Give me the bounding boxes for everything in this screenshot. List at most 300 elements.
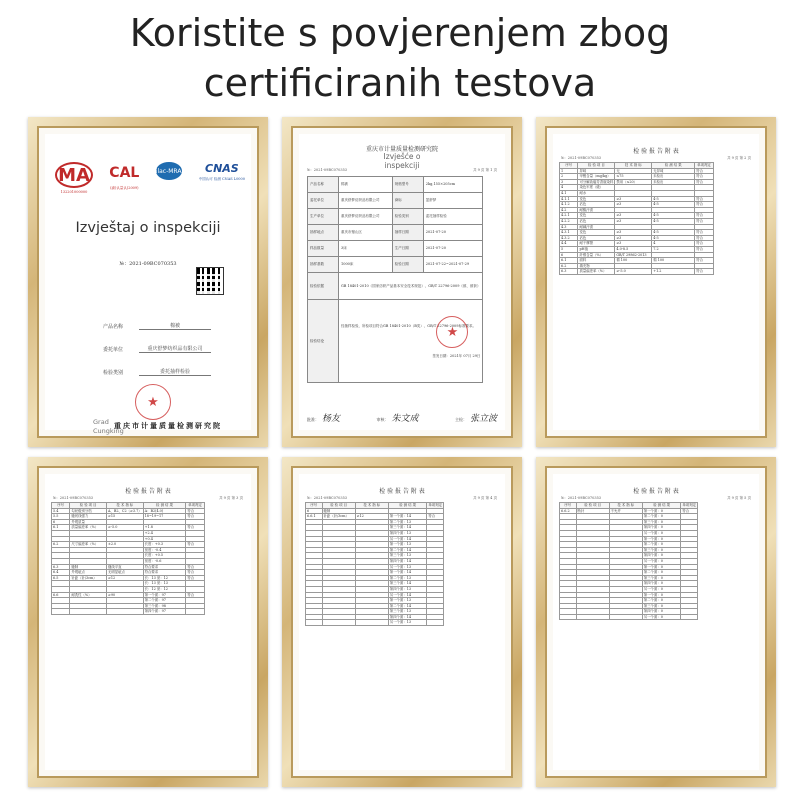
field-value: 重庆舒梦纺织品有限公司 bbox=[139, 345, 211, 353]
attached-table-page bbox=[299, 474, 505, 770]
table-cell: 4-5 bbox=[652, 230, 695, 236]
table-cell: 第二个面：0 bbox=[642, 514, 681, 520]
doc-meta bbox=[561, 496, 751, 501]
table-cell: 第一个面：0 bbox=[642, 564, 681, 570]
table-cell: 6.1 bbox=[52, 525, 70, 531]
table-cell: 不允许 bbox=[609, 508, 642, 514]
frame-mat bbox=[545, 126, 767, 438]
table-cell: 耐酸汗渍 bbox=[578, 207, 615, 213]
results-table bbox=[559, 502, 698, 620]
table-cell bbox=[52, 609, 70, 615]
table-cell: 符合 bbox=[695, 246, 713, 252]
table-cell: 第二个面：14 bbox=[388, 547, 427, 553]
table-cell: 耐水 bbox=[578, 190, 615, 196]
doc-meta bbox=[561, 156, 751, 161]
table-cell: 6.3 bbox=[560, 269, 578, 275]
attached-table-page bbox=[45, 474, 251, 770]
certificate-frame-table-3 bbox=[282, 457, 522, 787]
table-cell: 6 bbox=[306, 508, 323, 514]
column-header: 检 验 项 目 bbox=[578, 163, 615, 169]
table-cell: 沾色 bbox=[578, 235, 615, 241]
table-title: 检 验 报 告 附 表 bbox=[633, 148, 679, 155]
table-cell: 符合 bbox=[186, 575, 204, 581]
column-header: 检 测 结 果 bbox=[143, 503, 186, 509]
column-header: 序号 bbox=[560, 163, 578, 169]
column-header: 检 测 结 果 bbox=[652, 163, 695, 169]
table-row bbox=[308, 209, 483, 225]
report-number: №：2021-09BC070353 bbox=[307, 496, 348, 500]
frame-mat bbox=[545, 466, 767, 778]
table-row bbox=[308, 300, 483, 383]
table-cell: 产品名称 bbox=[308, 177, 339, 193]
table-cell: 4.3 bbox=[560, 224, 578, 230]
field-label: 委托单位 bbox=[103, 347, 124, 353]
column-header: 检 验 项 目 bbox=[322, 503, 355, 509]
table-cell bbox=[106, 609, 143, 615]
table-cell: 4.4 bbox=[560, 241, 578, 247]
table-cell: 18~19~17 bbox=[143, 514, 186, 520]
table-cell: 第一个面：14 bbox=[388, 514, 427, 520]
table-title: 检 验 报 告 附 表 bbox=[125, 488, 171, 495]
table-cell: 第四个面：0 bbox=[642, 525, 681, 531]
heading-line-2: certificiranih testova bbox=[203, 61, 597, 105]
table-cell: 4.1.1 bbox=[560, 196, 578, 202]
cal-mark: CAL bbox=[109, 165, 140, 181]
table-row bbox=[308, 241, 483, 257]
column-header: 单项判定 bbox=[186, 503, 204, 509]
table-cell: 变色 bbox=[578, 213, 615, 219]
cover-field-category bbox=[103, 368, 211, 376]
table-cell: ≥3 bbox=[615, 202, 652, 208]
table-cell: pH值 bbox=[578, 246, 615, 252]
table-cell: 6.6.2 bbox=[560, 508, 577, 514]
results-table bbox=[305, 502, 444, 626]
table-row bbox=[308, 257, 483, 273]
table-cell: 重庆舒梦纺织品有限公司 bbox=[339, 193, 393, 209]
table-row bbox=[560, 614, 698, 620]
column-header: 序号 bbox=[560, 503, 577, 509]
doc-meta bbox=[53, 496, 243, 501]
column-header: 检 验 项 目 bbox=[70, 503, 107, 509]
frame-mat bbox=[37, 466, 259, 778]
table-cell: 符合 bbox=[695, 269, 713, 275]
table-cell: 4-5 bbox=[652, 218, 695, 224]
table-title: 检 验 报 告 附 表 bbox=[633, 488, 679, 495]
table-row bbox=[52, 609, 205, 615]
table-cell: 未检出 bbox=[652, 174, 695, 180]
table-cell: ±2.0 bbox=[106, 542, 143, 548]
table-cell: 6.1 bbox=[560, 258, 578, 264]
overlay-line-2: inspekciji bbox=[384, 161, 420, 170]
table-cell: 符合 bbox=[186, 508, 204, 514]
column-header: 序号 bbox=[306, 503, 323, 509]
qr-code-icon bbox=[197, 268, 223, 294]
doc-title: 重庆市计量质量检测研究院 bbox=[365, 146, 438, 153]
table-cell: 符合 bbox=[695, 179, 713, 185]
table-cell: 针距（针/3cm） bbox=[70, 575, 107, 581]
table-cell: 宽度：-0.6 bbox=[143, 558, 186, 564]
institute-name: 重庆市计量质量检测研究院 bbox=[114, 421, 222, 430]
certificate-frame-table-2 bbox=[28, 457, 268, 787]
table-cell: 2 bbox=[560, 174, 578, 180]
table-cell: 另一个面：13 bbox=[388, 620, 427, 626]
table-cell: 符合 bbox=[695, 174, 713, 180]
table-cell: 另一个面：14 bbox=[388, 536, 427, 542]
table-cell: 缝制 bbox=[70, 564, 107, 570]
table-cell: 符合要求 bbox=[143, 564, 186, 570]
table-cell: 第一个面：0 bbox=[642, 508, 681, 514]
table-cell: 第四个面：97 bbox=[143, 609, 186, 615]
table-cell: 符合要求 bbox=[143, 570, 186, 576]
signature: 朱文成 bbox=[391, 414, 419, 424]
table-cell: 4.0-8.5 bbox=[615, 246, 652, 252]
table-cell: 沾色 bbox=[578, 218, 615, 224]
table-cell: +2.4 bbox=[143, 530, 186, 536]
table-cell: ≥12 bbox=[355, 514, 388, 520]
table-cell: 第三个面：0 bbox=[642, 575, 681, 581]
table-cell: 长：12 宽：12 bbox=[143, 586, 186, 592]
table-title: 检 验 报 告 附 表 bbox=[379, 488, 425, 495]
table-cell: 质量偏差率（%） bbox=[578, 269, 615, 275]
table-cell: 4.2 bbox=[560, 207, 578, 213]
report-number: №：2021-09BC070353 bbox=[561, 496, 602, 500]
cover-overlay-title: Izvještaj o inspekciji bbox=[75, 220, 221, 236]
report-number: №：2021-09BC070353 bbox=[561, 156, 602, 160]
table-cell: 填充物 bbox=[578, 263, 615, 269]
table-cell: 6.5 bbox=[52, 575, 70, 581]
table-cell: 第一个面：97 bbox=[143, 592, 186, 598]
table-cell: 第二个面：14 bbox=[388, 603, 427, 609]
conclusion-text: 经抽样检验，所检项目符合GB 18401-2010（B类）、GB/T 22796-2009标准要求。 bbox=[341, 323, 476, 328]
table-cell: 无明显疵点 bbox=[106, 570, 143, 576]
table-cell: 耐干摩擦 bbox=[578, 241, 615, 247]
table-cell: 6 bbox=[52, 519, 70, 525]
table-cell: 符合 bbox=[695, 230, 713, 236]
table-cell: 变色 bbox=[578, 196, 615, 202]
cover-field-client bbox=[103, 345, 211, 353]
cnas-mark: CNAS bbox=[205, 162, 239, 175]
table-cell: 抽样基数 bbox=[308, 257, 339, 273]
conclusion-cell bbox=[339, 300, 483, 383]
table-cell: 耐洗性（%） bbox=[70, 592, 107, 598]
table-cell: 抽样日期 bbox=[392, 225, 423, 241]
ilac-mark: ilac-MRA bbox=[156, 162, 182, 180]
table-cell: 第一个面：13 bbox=[388, 542, 427, 548]
table-cell: 检验类别 bbox=[392, 209, 423, 225]
table-cell: 符合 bbox=[695, 258, 713, 264]
overlay-line-1: Izvješće o bbox=[383, 152, 421, 161]
table-cell: 盈舒梦 bbox=[423, 193, 483, 209]
report-number: №：2021-09BC070353 bbox=[307, 168, 348, 172]
table-cell: 外观疵点 bbox=[70, 570, 107, 576]
table-cell: 第二个面：97 bbox=[143, 598, 186, 604]
table-cell: 4-5 bbox=[652, 202, 695, 208]
column-header: 检 测 结 果 bbox=[642, 503, 681, 509]
table-cell: 甲醛含量（mg/kg） bbox=[578, 174, 615, 180]
table-cell: 棉 100 bbox=[615, 258, 652, 264]
table-cell: 第三个面：14 bbox=[388, 581, 427, 587]
table-cell: 4.3.2 bbox=[560, 235, 578, 241]
table-cell: 变色 bbox=[578, 230, 615, 236]
frame-mat bbox=[291, 126, 513, 438]
table-cell: ≤75 bbox=[615, 174, 652, 180]
table-cell: 2021-07-22~2021-07-29 bbox=[423, 257, 483, 273]
watermark-line-2: Cungking bbox=[93, 427, 124, 435]
signature-row bbox=[307, 411, 497, 424]
cover-field-product bbox=[103, 322, 211, 330]
table-row bbox=[308, 225, 483, 241]
table-cell: 2021-07-20 bbox=[423, 225, 483, 241]
table-cell: 第三个面：13 bbox=[388, 553, 427, 559]
ma-mark: MA bbox=[55, 162, 93, 188]
table-cell: 外观质量 bbox=[70, 519, 107, 525]
official-seal-icon: ★ bbox=[135, 384, 171, 420]
table-cell: 4.2.2 bbox=[560, 218, 578, 224]
certificate-frame-table-4 bbox=[536, 457, 776, 787]
table-cell: 第四个面：13 bbox=[388, 586, 427, 592]
basis-text: GB 18401-2010《国家纺织产品基本安全技术规范》、GB/T 22796-2009《被、被套》 bbox=[339, 273, 483, 300]
table-cell: 委托抽样检验 bbox=[423, 209, 483, 225]
ma-logo bbox=[55, 162, 93, 194]
table-cell: ≥3 bbox=[615, 230, 652, 236]
table-cell: 符合 bbox=[186, 592, 204, 598]
table-cell: 符合 bbox=[695, 196, 713, 202]
table-cell bbox=[681, 614, 698, 620]
table-cell: 另一个面：0 bbox=[642, 586, 681, 592]
signature: 杨友 bbox=[322, 414, 341, 424]
table-cell: 2021-07-20 bbox=[423, 241, 483, 257]
table-cell: 6.2 bbox=[560, 263, 578, 269]
table-cell: 宽度：-0.4 bbox=[143, 547, 186, 553]
table-cell: 棉被 bbox=[339, 177, 393, 193]
column-header: 单项判定 bbox=[695, 163, 713, 169]
attached-table-page bbox=[553, 474, 759, 770]
table-cell: 第四个面：0 bbox=[642, 553, 681, 559]
signature-reviewer bbox=[376, 411, 418, 424]
table-cell: 第一个面：0 bbox=[642, 592, 681, 598]
table-cell: ≥12 bbox=[106, 575, 143, 581]
table-cell bbox=[322, 620, 355, 626]
table-cell: 6.6 bbox=[52, 592, 70, 598]
table-cell: 4.3.1 bbox=[560, 230, 578, 236]
table-cell: 规格型号 bbox=[392, 177, 423, 193]
table-cell bbox=[186, 609, 204, 615]
page-count: 共 9 页 第 1 页 bbox=[472, 168, 497, 172]
table-cell: 生产日期 bbox=[392, 241, 423, 257]
table-cell: 6.2 bbox=[52, 542, 70, 548]
certificate-frame-cover bbox=[28, 117, 268, 447]
table-cell: +1.8 bbox=[143, 525, 186, 531]
column-header: 技 术 指 标 bbox=[355, 503, 388, 509]
table-cell bbox=[609, 614, 642, 620]
field-value: 棉被 bbox=[139, 322, 211, 330]
table-cell: 第二个面：13 bbox=[388, 575, 427, 581]
report-info-page bbox=[299, 134, 505, 430]
table-cell: 另一个面：0 bbox=[642, 558, 681, 564]
table-cell: 未检出 bbox=[652, 179, 695, 185]
frame-mat bbox=[291, 466, 513, 778]
info-table bbox=[307, 176, 483, 383]
table-cell: 生产单位 bbox=[308, 209, 339, 225]
column-header: 检 验 项 目 bbox=[576, 503, 609, 509]
column-header: 序号 bbox=[52, 503, 70, 509]
table-cell: 第二个面：13 bbox=[388, 519, 427, 525]
table-cell: ≥3 bbox=[615, 218, 652, 224]
table-cell: 第一个面：14 bbox=[388, 570, 427, 576]
table-cell: 第四个面：13 bbox=[388, 530, 427, 536]
table-cell: 检验日期 bbox=[392, 257, 423, 273]
table-cell: 第四个面：0 bbox=[642, 581, 681, 587]
table-row bbox=[308, 177, 483, 193]
table-cell: 符合 bbox=[695, 235, 713, 241]
attached-table-page bbox=[553, 134, 759, 430]
table-cell: 符合 bbox=[695, 168, 713, 174]
table-cell: 4 bbox=[652, 241, 695, 247]
table-cell: 第二个面：0 bbox=[642, 570, 681, 576]
table-cell: 6.3 bbox=[52, 564, 70, 570]
table-cell: 重庆舒梦纺织品有限公司 bbox=[339, 209, 393, 225]
heading-line-1: Koristite s povjerenjem zbog bbox=[129, 11, 671, 55]
sign-label: 审核： bbox=[376, 417, 389, 422]
results-table bbox=[51, 502, 205, 615]
field-label: 产品名称 bbox=[103, 324, 124, 330]
table-cell: 符合 bbox=[186, 525, 204, 531]
table-cell: 4.1 bbox=[560, 190, 578, 196]
table-cell: 重庆市璧山区 bbox=[339, 225, 393, 241]
cover-report-number: №：2021-09BC070353 bbox=[119, 261, 177, 267]
table-cell: 样品数量 bbox=[308, 241, 339, 257]
table-cell: 6.4 bbox=[52, 570, 70, 576]
page-count: 共 9 页 第 5 页 bbox=[726, 496, 751, 500]
table-cell: 第三个面：98 bbox=[143, 603, 186, 609]
table-cell: 棉 100 bbox=[652, 258, 695, 264]
table-cell: 7.2 bbox=[652, 246, 695, 252]
table-cell: 缝制 bbox=[322, 508, 355, 514]
table-cell: 另一个面：14 bbox=[388, 592, 427, 598]
table-cell: GB/T 29862-2013 bbox=[615, 252, 652, 258]
table-cell: ≥-5.0 bbox=[106, 525, 143, 531]
doc-meta bbox=[307, 168, 497, 173]
table-cell: 沾色 bbox=[578, 202, 615, 208]
table-cell: 商标 bbox=[392, 193, 423, 209]
cnas-caption: 中国认可 检测 CNAS L0000 bbox=[198, 177, 245, 181]
table-cell: A：B2(4.0) bbox=[143, 508, 186, 514]
table-cell: 第一个面：13 bbox=[388, 598, 427, 604]
table-cell: 抽样地点 bbox=[308, 225, 339, 241]
table-cell: 第四个面：14 bbox=[388, 614, 427, 620]
issue-date: 签发日期：2021年 07月 29日 bbox=[432, 354, 481, 358]
table-cell bbox=[560, 614, 577, 620]
table-cell: 2kg,155×205cm bbox=[423, 177, 483, 193]
signature-approver bbox=[307, 411, 340, 424]
table-cell: 长：13 宽：12 bbox=[143, 575, 186, 581]
table-cell: 勾丝级别分档 bbox=[70, 508, 107, 514]
table-cell: 第三个面：0 bbox=[642, 547, 681, 553]
accreditation-logos bbox=[55, 162, 245, 208]
table-cell: 尺寸偏差率（%） bbox=[70, 542, 107, 548]
cnas-logo bbox=[199, 162, 245, 182]
table-cell: 面料 bbox=[578, 258, 615, 264]
table-cell: 第三个面：0 bbox=[642, 603, 681, 609]
table-cell: ≥3 bbox=[615, 241, 652, 247]
column-header: 技 术 指 标 bbox=[609, 503, 642, 509]
table-cell: 3床 bbox=[339, 241, 393, 257]
report-cover bbox=[45, 134, 251, 435]
table-cell: 染色牢度（级） bbox=[578, 185, 615, 191]
field-value: 委托抽样检验 bbox=[139, 368, 211, 376]
table-cell: 4-5 bbox=[652, 235, 695, 241]
table-cell: 长：13 宽：13 bbox=[143, 581, 186, 587]
column-header: 技 术 指 标 bbox=[106, 503, 143, 509]
table-cell: 符合 bbox=[695, 218, 713, 224]
table-row bbox=[306, 620, 444, 626]
certificate-frame-info bbox=[282, 117, 522, 447]
table-cell: 5 bbox=[560, 246, 578, 252]
table-row bbox=[560, 269, 714, 275]
table-cell: 符合 bbox=[695, 241, 713, 247]
table-cell: 第三个面：0 bbox=[642, 519, 681, 525]
report-number: №：2021-09BC070353 bbox=[53, 496, 94, 500]
table-cell: 4.1.2 bbox=[560, 202, 578, 208]
sign-label: 主检： bbox=[454, 417, 467, 422]
table-cell: A、B2、C2（≥3.7） bbox=[107, 508, 142, 513]
column-header: 单项判定 bbox=[682, 503, 696, 507]
table-cell: 耐碱汗渍 bbox=[578, 224, 615, 230]
ilac-logo bbox=[156, 162, 182, 180]
table-cell: 4-5 bbox=[652, 213, 695, 219]
column-header: 检 测 结 果 bbox=[388, 503, 427, 509]
page-heading bbox=[0, 8, 800, 108]
table-cell: 符合 bbox=[186, 570, 204, 576]
table-cell: 1000床 bbox=[339, 257, 393, 273]
watermark-line-1: Grad bbox=[93, 418, 109, 426]
table-cell: 4-5 bbox=[652, 196, 695, 202]
table-cell bbox=[306, 620, 323, 626]
table-cell: 4.2.1 bbox=[560, 213, 578, 219]
cal-logo bbox=[110, 162, 138, 191]
table-cell: 符合 bbox=[695, 213, 713, 219]
page-count: 共 9 页 第 2 页 bbox=[726, 156, 751, 160]
table-cell: 第四个面：14 bbox=[388, 558, 427, 564]
table-cell: +0.4 bbox=[143, 536, 186, 542]
table-cell: 5.5 bbox=[52, 514, 70, 520]
table-cell: 无 bbox=[615, 168, 652, 174]
inspection-seal-icon: ★ bbox=[436, 316, 468, 348]
table-cell: ≥-5.0 bbox=[615, 269, 652, 275]
sign-label: 批准： bbox=[307, 417, 319, 422]
table-cell bbox=[427, 620, 444, 626]
table-cell: 第三个面：13 bbox=[388, 609, 427, 615]
table-cell: 另一个面：0 bbox=[642, 614, 681, 620]
table-cell: 质量偏差率（%） bbox=[70, 525, 107, 531]
table-row bbox=[308, 273, 483, 300]
conclusion-label: 检验结论 bbox=[308, 300, 339, 383]
table-cell: 第四个面：0 bbox=[642, 609, 681, 615]
table-cell: 6.6.1 bbox=[306, 514, 323, 520]
table-cell: ≥3 bbox=[615, 196, 652, 202]
table-cell: 长度：+0.5 bbox=[143, 553, 186, 559]
table-cell: 委托单位 bbox=[308, 193, 339, 209]
table-cell: 符合 bbox=[186, 564, 204, 570]
table-cell: 断针 bbox=[576, 508, 609, 514]
table-cell: 另一个面：13 bbox=[388, 564, 427, 570]
table-cell: 纤维含量（%） bbox=[578, 252, 615, 258]
table-cell: 5.4 bbox=[52, 508, 70, 514]
results-table bbox=[559, 162, 714, 275]
table-cell: 第二个面：0 bbox=[642, 598, 681, 604]
table-cell: 无异味 bbox=[652, 168, 695, 174]
table-cell: 符合 bbox=[186, 514, 204, 520]
